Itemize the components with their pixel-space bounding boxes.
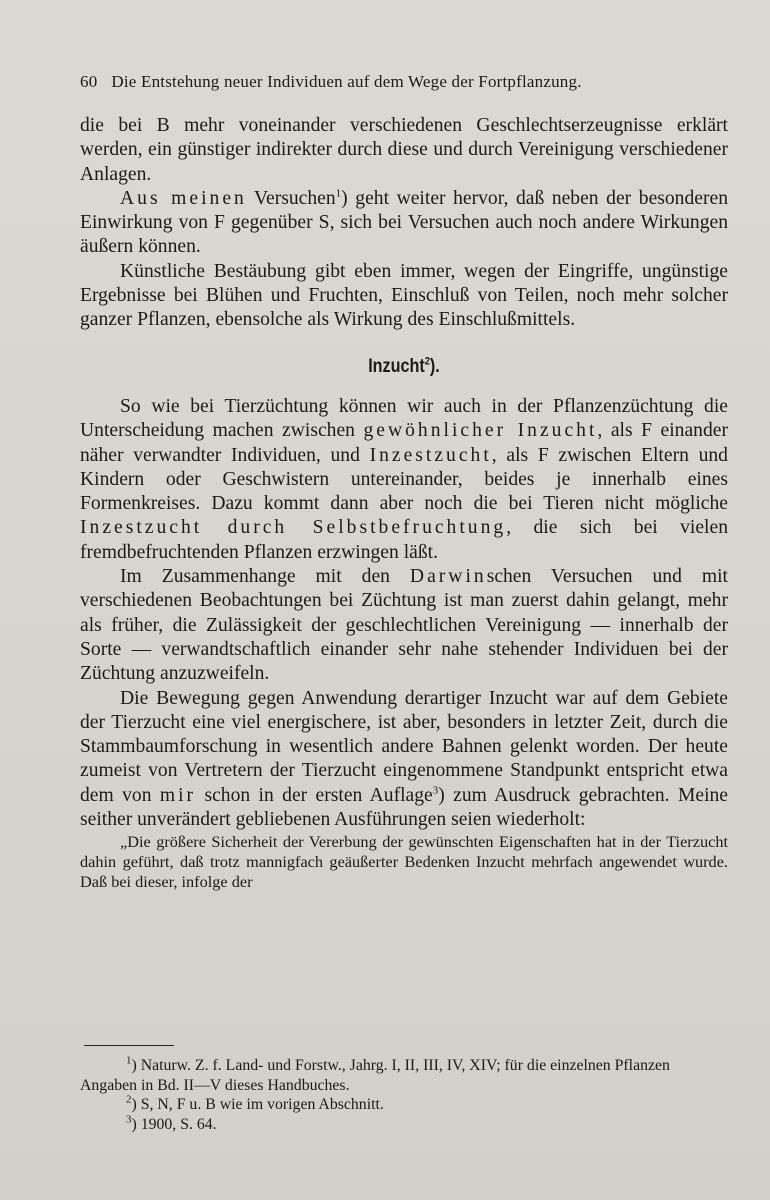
footnote-ref: 3 xyxy=(432,784,439,797)
footnote-mark: 2 xyxy=(126,1093,132,1106)
footnote-text: ) 1900, S. 64. xyxy=(131,1115,217,1133)
section-title: Inzucht xyxy=(368,355,425,377)
paragraph-text: Versuchen xyxy=(246,187,336,209)
paragraph-1: die bei B mehr voneinander verschiedenen Geschlechtserzeugnisse erklärt werden, ein günstiger indirekter durch diese und durch Vereinigung verschiedener Anlagen. xyxy=(80,115,728,185)
footnote-3 xyxy=(80,1115,728,1135)
paragraph-text: ) zum Ausdruck gebrachten. Meine seither unverändert gebliebenen Ausführungen seien wiederholt: xyxy=(80,784,729,831)
section-heading xyxy=(129,355,680,379)
footnote-divider xyxy=(84,1045,174,1046)
footnote-mark: 3 xyxy=(126,1113,132,1126)
emphasis-text: Inzestzucht durch Selbstbefruchtung xyxy=(80,517,507,539)
footnotes xyxy=(80,1056,728,1134)
page-number: 60 xyxy=(80,72,98,91)
emphasis-text: Darwin xyxy=(409,566,487,588)
footnote-mark: 1 xyxy=(126,1054,132,1067)
running-header xyxy=(80,72,730,92)
paragraph-text: , als F einander näher verwandter Individuen, und xyxy=(80,420,728,466)
paragraph-text: schon in der ersten Auflage xyxy=(196,784,433,806)
footnote-ref: 2 xyxy=(424,355,430,368)
paragraph-text: schen Versuchen und mit verschiedenen Beobachtungen bei Züchtung ist man zuerst dahin gelangt, mehr als früher, die Zulässigkeit der geschlechtlichen Vereinigung — innerhalb der Sorte — verwandtschaftlich einander sehr nahe stehender Individuen bei der Züchtung anzuzweifeln. xyxy=(80,566,728,685)
emphasis-text: Inzestzucht xyxy=(369,444,492,466)
footnote-ref: 1 xyxy=(335,187,342,200)
main-text xyxy=(80,114,728,892)
emphasis-text: gewöhnlicher Inzucht xyxy=(363,420,598,442)
paragraph-4 xyxy=(80,395,728,565)
footnote-1 xyxy=(80,1056,728,1095)
footnote-text: ) Naturw. Z. f. Land- und Forstw., Jahrg. I, II, III, IV, XIV; für die einzelnen Pflanzen Angaben in Bd. II—V dieses Handbuches. xyxy=(80,1057,670,1094)
paragraph-text: ) geht weiter hervor, daß neben der besonderen Einwirkung von F gegenüber S, sich bei Versuchen auch noch andere Wirkungen äußern können. xyxy=(80,187,728,258)
running-title: Die Entstehung neuer Individuen auf dem Wege der Fortpflanzung. xyxy=(111,72,582,91)
paragraph-text: Die Bewegung gegen Anwendung derartiger Inzucht war auf dem Gebiete der Tierzucht eine viel energischere, ist aber, besonders in letzter Zeit, durch die Stammbaumforschung in wesentlich andere Bahnen gelenkt worden. Der heute zumeist von Vertretern der Tierzucht eingenommene Standpunkt entspricht etwa dem von xyxy=(80,687,728,806)
block-quote: „Die größere Sicherheit der Vererbung der gewünschten Eigenschaften hat in der Tierzucht dahin geführt, daß trotz mannigfach geäußerter Bedenken Inzucht mehrfach angewendet wurde. Daß bei dieser, infolge der xyxy=(80,832,728,892)
paragraph-5 xyxy=(80,565,728,686)
emphasis-text: Aus meinen xyxy=(120,187,247,209)
paragraph-text: Im Zusammenhange mit den xyxy=(120,566,410,588)
footnote-2 xyxy=(80,1095,728,1115)
paragraph-text: , als F zwischen Eltern und Kindern oder Geschwistern untereinander, beides je innerhalb eines Formenkreises. Dazu kommt dann aber noch die bei Tieren nicht mögliche xyxy=(80,444,728,515)
emphasis-text: mir xyxy=(159,784,197,806)
paragraph-6 xyxy=(80,687,728,833)
paragraph-3: Künstliche Bestäubung gibt eben immer, wegen der Eingriffe, ungünstige Ergebnisse bei Blühen und Fruchten, Einschluß von Teilen, noch mehr solcher ganzer Pflanzen, ebensolche als Wirkung des Einschlußmittels. xyxy=(80,260,728,331)
paragraph-2 xyxy=(80,187,728,260)
heading-punct: ). xyxy=(429,355,440,377)
footnote-text: ) S, N, F u. B wie im vorigen Abschnitt. xyxy=(131,1096,384,1113)
paragraph-text: So wie bei Tierzüchtung können wir auch in der Pflanzenzüchtung die Unterscheidung machen zwischen xyxy=(80,395,728,442)
paragraph-text: , die sich bei vielen fremdbefruchtenden Pflanzen erzwingen läßt. xyxy=(80,517,728,563)
